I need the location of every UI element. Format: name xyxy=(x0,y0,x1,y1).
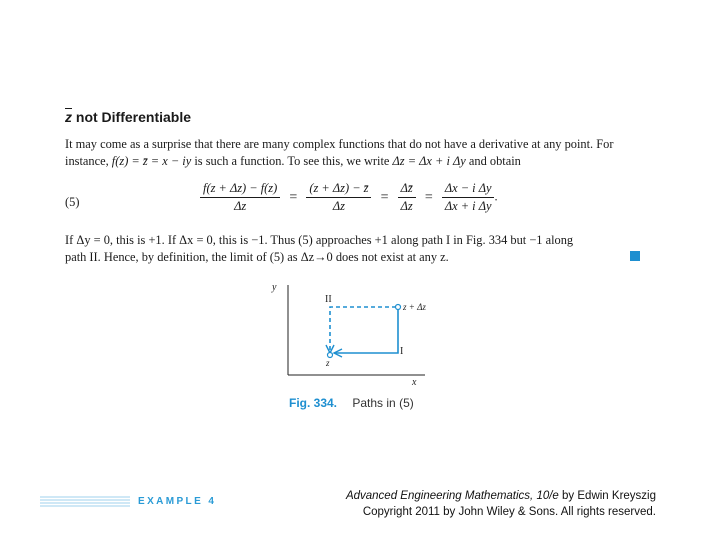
caption-number: Fig. 334. xyxy=(289,396,338,410)
example-label: EXAMPLE 4 xyxy=(138,496,217,507)
heading-z: $\overline{z}$ xyxy=(65,109,72,125)
heading-text: not Differentiable xyxy=(75,109,192,125)
equation-period: . xyxy=(494,189,498,204)
label-z: z xyxy=(326,358,330,368)
equals-1: = xyxy=(289,189,298,205)
fraction-4 xyxy=(442,180,498,215)
label-z-plus-dz: z + Δz xyxy=(403,302,426,312)
section-heading xyxy=(65,109,191,125)
point-z-plus-dz xyxy=(396,305,401,310)
y-axis-label: y xyxy=(272,282,277,293)
credit-author: by Edwin Kreyszig xyxy=(558,490,656,502)
label-path-I: I xyxy=(400,346,404,357)
fraction-1-num: f(z + Δz) − f(z) xyxy=(200,180,280,198)
path-I xyxy=(334,309,398,353)
figure-334 xyxy=(260,280,450,390)
intro-math-fz: f(z) = z̄ = x − iy xyxy=(111,154,192,168)
intro-paragraph xyxy=(65,136,645,170)
credit-title: Advanced Engineering Mathematics, 10/e xyxy=(345,490,559,502)
equals-3: = xyxy=(424,189,433,205)
end-of-example-mark xyxy=(630,251,640,261)
intro-line-2 xyxy=(65,153,645,170)
figure-caption xyxy=(289,396,414,410)
fraction-2-den: Δz xyxy=(332,199,345,213)
caption-text: Paths in (5) xyxy=(352,396,414,410)
fraction-2-num: (z + Δz) − z̄ xyxy=(306,180,371,198)
fraction-4-num: Δx − i Δy xyxy=(442,180,495,198)
equals-2: = xyxy=(380,189,389,205)
conclusion-paragraph xyxy=(65,232,645,266)
fraction-1 xyxy=(200,180,280,215)
point-z xyxy=(328,353,333,358)
equation-5 xyxy=(200,180,498,215)
book-credit xyxy=(300,488,656,520)
intro-math-dz: Δz = Δx + i Δy xyxy=(392,154,466,168)
intro-text-b: is such a function. To see this, we write xyxy=(191,154,393,168)
intro-text-c: and obtain xyxy=(465,154,521,168)
credit-copyright: Copyright 2011 by John Wiley & Sons. All rights reserved. xyxy=(362,506,656,518)
fraction-3 xyxy=(398,180,416,215)
intro-text-a: instance, xyxy=(65,154,112,168)
fraction-3-den: Δz xyxy=(400,199,413,213)
fraction-1-den: Δz xyxy=(234,199,247,213)
equation-number: (5) xyxy=(65,195,80,209)
intro-line-1: It may come as a surprise that there are many complex functions that do not have a derivative at any point. For xyxy=(65,137,614,151)
conclusion-line-1: If Δy = 0, this is +1. If Δx = 0, this is −1. Thus (5) approaches +1 along path I in Fig. 334 but −1 along xyxy=(65,233,574,247)
credit-line-1 xyxy=(300,488,656,504)
conclusion-line-2: path II. Hence, by definition, the limit of (5) as Δz→0 does not exist at any z. xyxy=(65,250,449,264)
fraction-4-den: Δx + i Δy xyxy=(444,199,492,213)
fraction-2 xyxy=(306,180,371,215)
fraction-3-num: Δz̄ xyxy=(398,180,416,198)
example-rule-lines xyxy=(40,495,130,509)
x-axis-label: x xyxy=(412,377,417,388)
path-II xyxy=(330,307,396,353)
label-path-II: II xyxy=(325,294,332,305)
